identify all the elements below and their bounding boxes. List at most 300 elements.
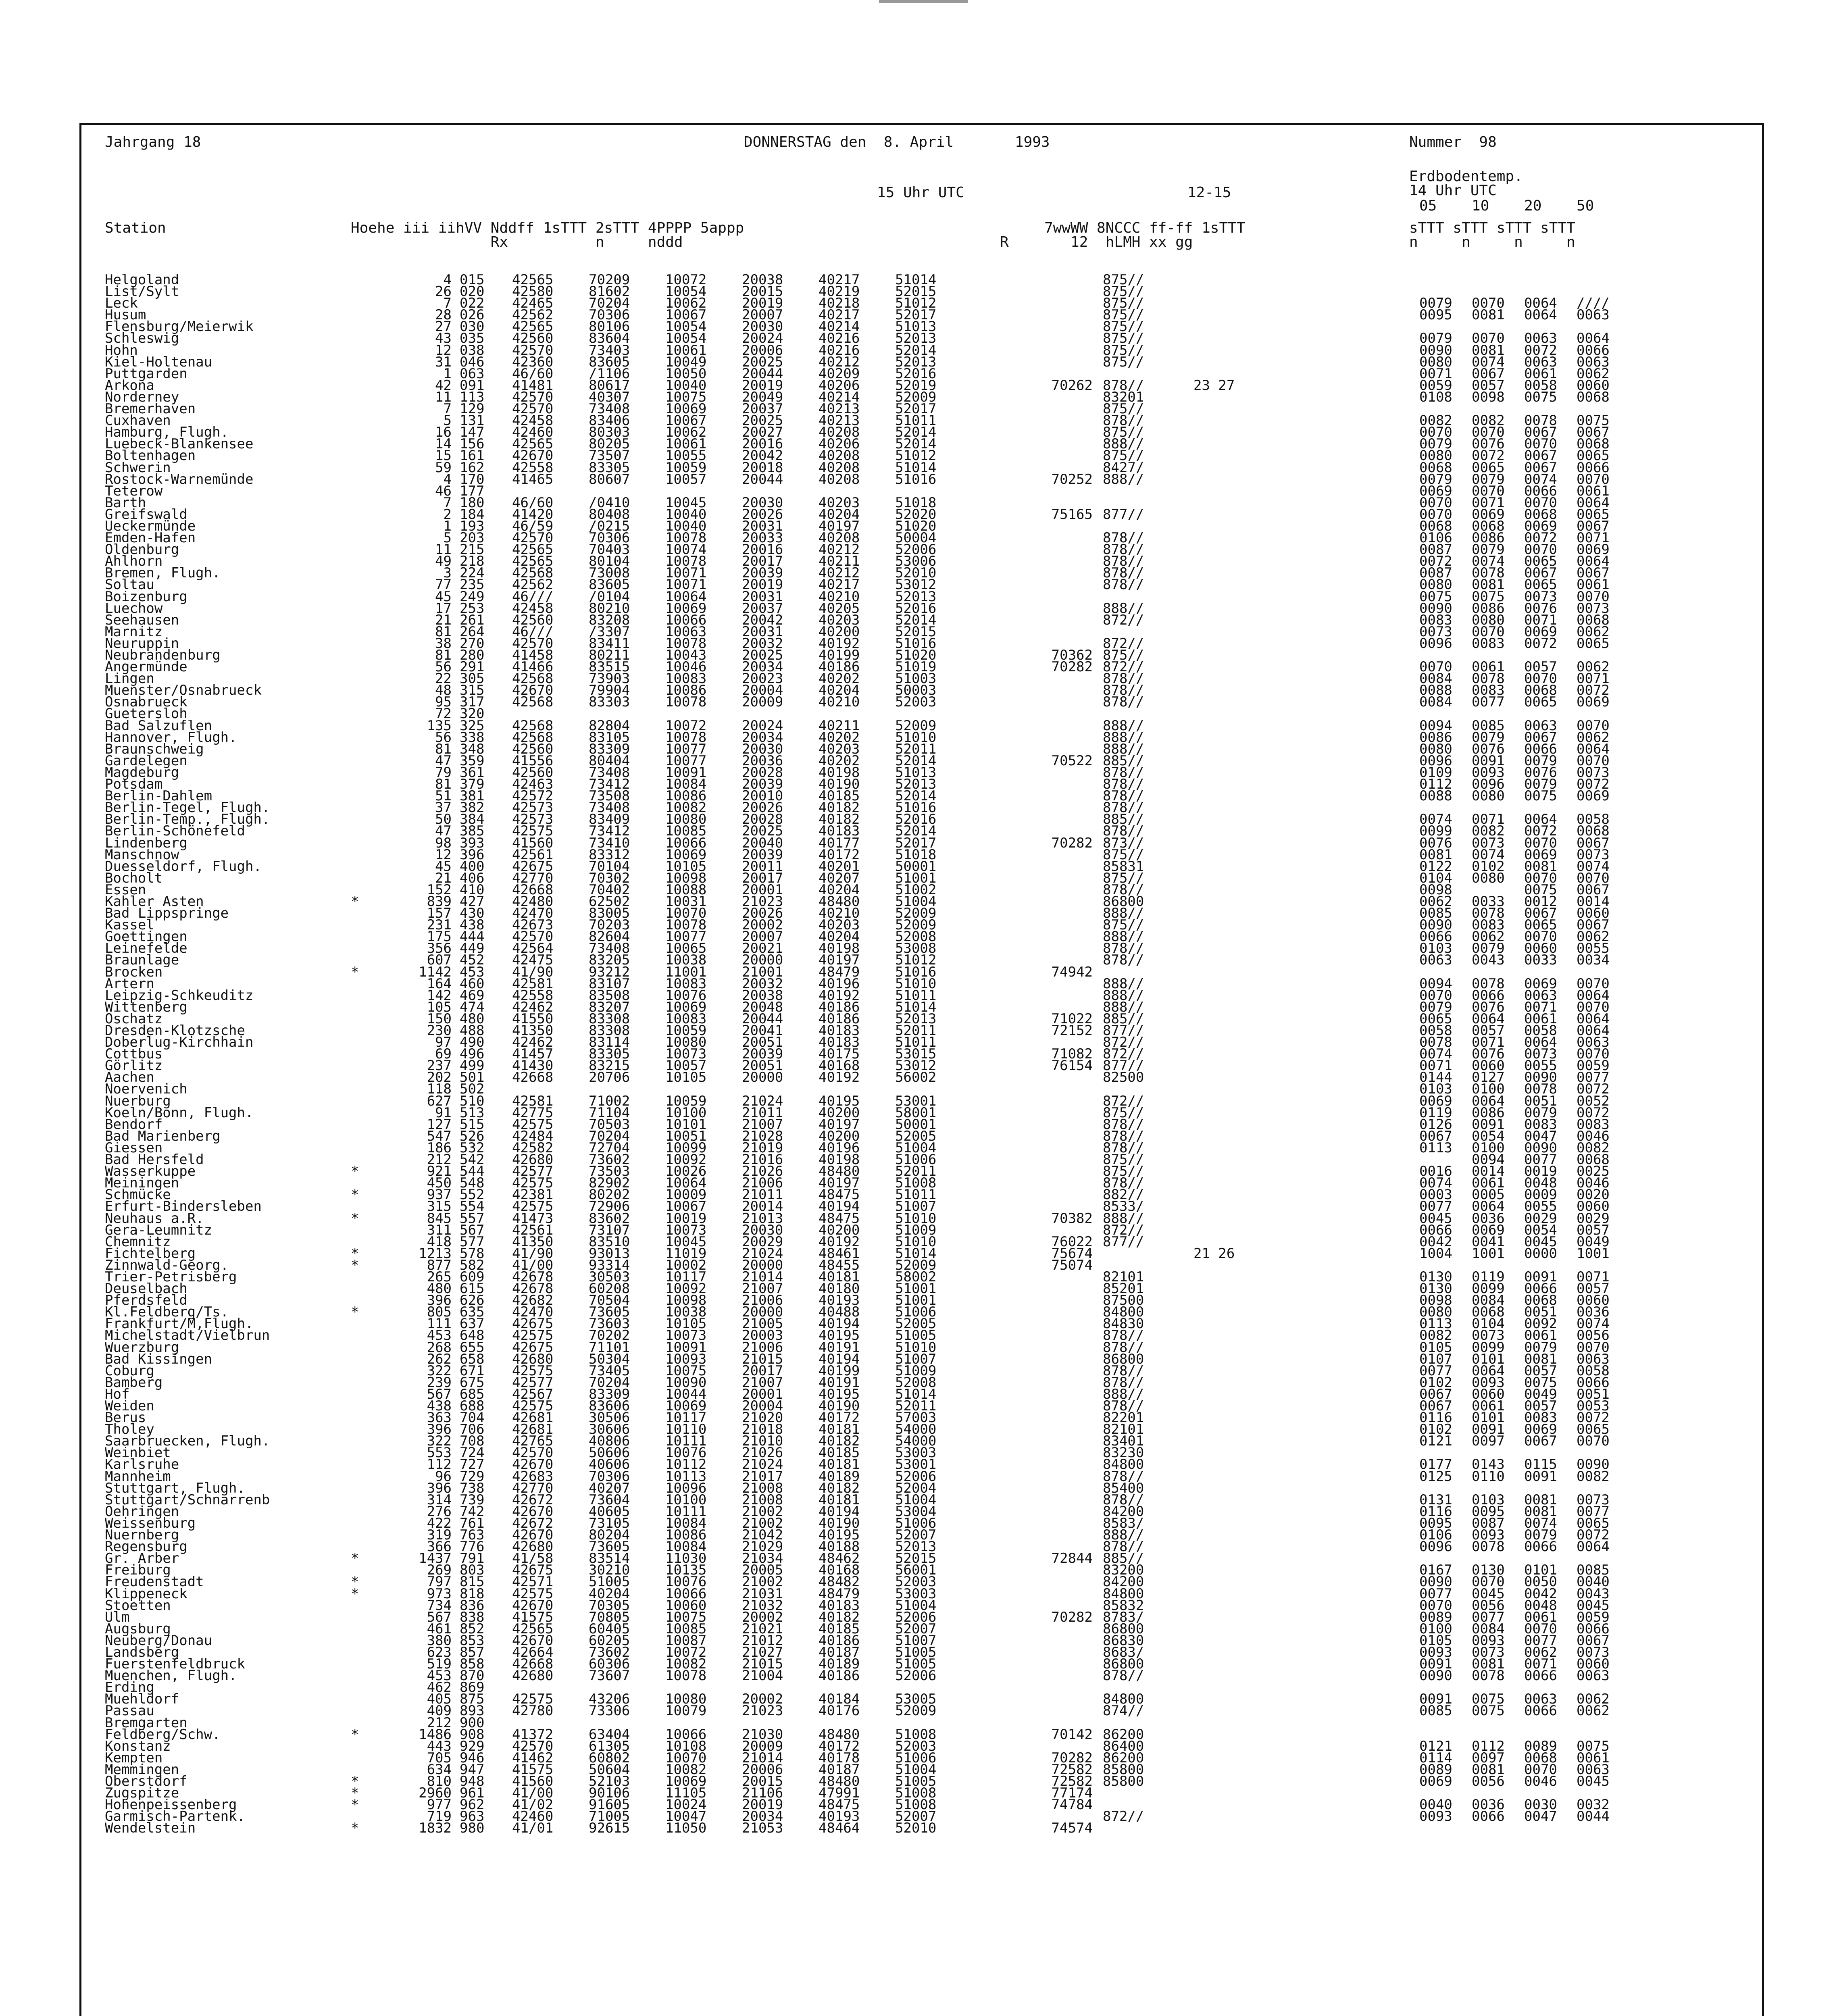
- soil-temp-10cm: 0060: [1472, 1058, 1505, 1074]
- station-name: Koeln/Bonn, Flugh.: [105, 1104, 254, 1121]
- soil-temp-50cm: 0074: [1577, 1316, 1610, 1332]
- weather-group: 76022: [1051, 1233, 1093, 1250]
- wind: 83312: [589, 846, 630, 863]
- soil-temp-50cm: 0069: [1577, 694, 1610, 710]
- cloud-group: 82101: [1103, 1268, 1144, 1285]
- station-height: 81: [435, 623, 452, 640]
- pressure-tendency: 51013: [895, 764, 937, 781]
- mountain-marker: *: [351, 1797, 359, 1813]
- pressure: 40195: [819, 1386, 860, 1402]
- station-height: 45: [435, 858, 452, 875]
- cloud-group: 83230: [1103, 1445, 1144, 1461]
- soil-temp-5cm: 0003: [1419, 1187, 1452, 1203]
- pressure: 40193: [819, 1808, 860, 1825]
- soil-temp-10cm: 0079: [1472, 729, 1505, 746]
- wind: /0104: [589, 588, 630, 605]
- station-name: Regensburg: [105, 1539, 187, 1555]
- pressure-tendency: 51010: [895, 975, 937, 992]
- pressure: 40194: [819, 1316, 860, 1332]
- cloud-group: 878//: [1103, 1539, 1144, 1555]
- soil-temp-10cm: 0064: [1472, 1198, 1505, 1215]
- station-height: 356: [427, 940, 452, 957]
- min-temp: 20037: [742, 401, 783, 417]
- pressure-tendency: 51006: [895, 1749, 937, 1766]
- max-temp: 10063: [665, 623, 707, 640]
- weather-group: 75165: [1051, 506, 1093, 523]
- wind: 70104: [589, 858, 630, 875]
- soil-temp-5cm: 0090: [1419, 1668, 1452, 1684]
- station-index: 427: [460, 893, 485, 910]
- cloud-group: 878//: [1103, 800, 1144, 816]
- cloud-visibility: 41458: [512, 647, 554, 663]
- wind: 93314: [589, 1257, 630, 1273]
- soil-temp-50cm: 0082: [1577, 1139, 1610, 1156]
- soil-temp-50cm: 0063: [1577, 1351, 1610, 1367]
- station-name: Oschatz: [105, 1010, 163, 1027]
- min-temp: 20017: [742, 870, 783, 886]
- pressure: 40185: [819, 1620, 860, 1637]
- station-index: 170: [460, 471, 485, 487]
- cloud-visibility: 42668: [512, 1069, 554, 1086]
- soil-temp-50cm: 0058: [1577, 1362, 1610, 1379]
- station-height: 877: [427, 1257, 452, 1273]
- station-name: Gr. Arber: [105, 1550, 179, 1567]
- wind: 83305: [589, 1046, 630, 1062]
- min-temp: 20016: [742, 541, 783, 558]
- station-name: Muenchen, Flugh.: [105, 1668, 237, 1684]
- soil-temp-5cm: 0095: [1419, 307, 1452, 323]
- wind: 80104: [589, 553, 630, 570]
- cloud-group: 885//: [1103, 811, 1144, 828]
- wind: 73408: [589, 401, 630, 417]
- station-name: Nuerburg: [105, 1093, 171, 1109]
- min-temp: 20009: [742, 694, 783, 710]
- cloud-group: 878//: [1103, 940, 1144, 957]
- min-temp: 20001: [742, 881, 783, 898]
- soil-temp-5cm: 0086: [1419, 729, 1452, 746]
- station-height: 81: [435, 776, 452, 793]
- cloud-visibility: 42568: [512, 729, 554, 746]
- min-temp: 20018: [742, 459, 783, 476]
- station-height: 480: [427, 1281, 452, 1297]
- cloud-visibility: 42770: [512, 870, 554, 886]
- cloud-visibility: 42458: [512, 412, 554, 429]
- pressure-tendency: 51006: [895, 1152, 937, 1168]
- wind: 70504: [589, 1292, 630, 1309]
- soil-temp-5cm: 0105: [1419, 1339, 1452, 1356]
- cloud-visibility: 42765: [512, 1433, 554, 1450]
- pressure: 40214: [819, 319, 860, 335]
- soil-temp-20cm: 0009: [1524, 1187, 1557, 1203]
- cloud-visibility: 42570: [512, 635, 554, 652]
- cloud-visibility: 42381: [512, 1187, 554, 1203]
- cloud-visibility: 42680: [512, 1539, 554, 1555]
- station-index: 836: [460, 1597, 485, 1614]
- soil-temp-20cm: 0081: [1524, 1503, 1557, 1520]
- station-index: 338: [460, 729, 485, 746]
- soil-temp-5cm: 0083: [1419, 612, 1452, 628]
- soil-temp-20cm: 0091: [1524, 1268, 1557, 1285]
- pressure-tendency: 51002: [895, 881, 937, 898]
- station-height: 135: [427, 717, 452, 734]
- station-height: 17: [435, 600, 452, 616]
- soil-temp-10cm: 0098: [1472, 389, 1505, 405]
- station-index: 381: [460, 788, 485, 804]
- pressure-tendency: 52014: [895, 788, 937, 804]
- cloud-group: 885//: [1103, 1010, 1144, 1027]
- table-row: [105, 1773, 1677, 1789]
- station-index: 900: [460, 1714, 485, 1731]
- soil-temp-10cm: 0081: [1472, 1656, 1505, 1672]
- soil-temp-10cm: 0086: [1472, 1104, 1505, 1121]
- soil-temp-20cm: 0065: [1524, 917, 1557, 933]
- min-temp: 20036: [742, 752, 783, 769]
- soil-temp-20cm: 0067: [1524, 424, 1557, 441]
- soil-temp-20cm: 0068: [1524, 1292, 1557, 1309]
- station-name: Kiel-Holtenau: [105, 354, 212, 370]
- pressure: 40210: [819, 905, 860, 922]
- soil-temp-5cm: 0080: [1419, 1304, 1452, 1320]
- min-temp: 20011: [742, 858, 783, 875]
- station-name: Chemnitz: [105, 1233, 171, 1250]
- pressure-tendency: 52009: [895, 717, 937, 734]
- wind: 40204: [589, 1585, 630, 1602]
- cloud-visibility: 42678: [512, 1281, 554, 1297]
- soil-temp-50cm: 0073: [1577, 600, 1610, 616]
- soil-temp-5cm: 0131: [1419, 1491, 1452, 1508]
- soil-temp-10cm: 0079: [1472, 940, 1505, 957]
- pressure-tendency: 54000: [895, 1421, 937, 1438]
- max-temp: 10069: [665, 600, 707, 616]
- wind: 83508: [589, 987, 630, 1004]
- min-temp: 20023: [742, 671, 783, 687]
- cloud-visibility: 42465: [512, 295, 554, 312]
- station-name: Goettingen: [105, 929, 187, 945]
- station-name: Trier-Petrisberg: [105, 1268, 237, 1285]
- pressure-tendency: 52011: [895, 1163, 937, 1180]
- cloud-visibility: 42565: [512, 436, 554, 452]
- station-height: 96: [435, 1468, 452, 1485]
- soil-temp-20cm: 0057: [1524, 659, 1557, 675]
- station-name: Saarbruecken, Flugh.: [105, 1433, 270, 1450]
- station-index: 020: [460, 283, 485, 300]
- weather-group: 70362: [1051, 647, 1093, 663]
- station-index: 947: [460, 1761, 485, 1778]
- soil-temp-20cm: 0072: [1524, 823, 1557, 839]
- soil-temp-20cm: 0078: [1524, 412, 1557, 429]
- cloud-group: 875//: [1103, 1104, 1144, 1121]
- soil-temp-10cm: 0091: [1472, 752, 1505, 769]
- wind: 50604: [589, 1761, 630, 1778]
- soil-temp-50cm: 0075: [1577, 1738, 1610, 1754]
- pressure-tendency: 51016: [895, 964, 937, 980]
- cloud-visibility: 42668: [512, 881, 554, 898]
- pressure: 40180: [819, 1281, 860, 1297]
- pressure: 40190: [819, 1515, 860, 1531]
- station-name: Neuberg/Donau: [105, 1632, 212, 1649]
- pressure: 40189: [819, 1656, 860, 1672]
- weather-group: 75674: [1051, 1245, 1093, 1262]
- soil-temp-5cm: 0089: [1419, 1609, 1452, 1625]
- soil-temp-20cm: 0067: [1524, 729, 1557, 746]
- weather-group: 75074: [1051, 1257, 1093, 1273]
- station-name: Bad Lippspringe: [105, 905, 229, 922]
- cloud-visibility: 41/58: [512, 1550, 554, 1567]
- min-temp: 20010: [742, 788, 783, 804]
- soil-temp-10cm: 0078: [1472, 1539, 1505, 1555]
- station-name: Tholey: [105, 1421, 154, 1438]
- soil-temp-20cm: 0076: [1524, 764, 1557, 781]
- cloud-group: 84800: [1103, 1304, 1144, 1320]
- soil-temp-20cm: 0069: [1524, 623, 1557, 640]
- max-temp: 10038: [665, 1304, 707, 1320]
- cloud-group: 86400: [1103, 1738, 1144, 1754]
- station-name: Angermünde: [105, 659, 187, 675]
- wind: 70402: [589, 881, 630, 898]
- min-temp: 20031: [742, 623, 783, 640]
- soil-temp-20cm: 0066: [1524, 741, 1557, 757]
- cloud-group: 878//: [1103, 1128, 1144, 1144]
- min-temp: 21015: [742, 1351, 783, 1367]
- soil-temp-50cm: 0066: [1577, 1620, 1610, 1637]
- soil-temp-20cm: 0066: [1524, 1668, 1557, 1684]
- min-temp: 20019: [742, 577, 783, 593]
- station-index: 280: [460, 647, 485, 663]
- station-height: 50: [435, 811, 452, 828]
- cloud-visibility: 42570: [512, 1738, 554, 1754]
- pressure-tendency: 57003: [895, 1410, 937, 1426]
- station-height: 14: [435, 436, 452, 452]
- station-height: 175: [427, 929, 452, 945]
- wind: 70202: [589, 1327, 630, 1344]
- station-index: 688: [460, 1398, 485, 1414]
- station-index: 091: [460, 377, 485, 394]
- station-index: 490: [460, 1034, 485, 1051]
- station-name: Lingen: [105, 671, 154, 687]
- soil-temp-10cm: 0078: [1472, 1668, 1505, 1684]
- wind: 83207: [589, 999, 630, 1015]
- soil-temp-10cm: 0097: [1472, 1433, 1505, 1450]
- soil-temp-50cm: 0062: [1577, 1703, 1610, 1719]
- pressure-tendency: 53012: [895, 577, 937, 593]
- soil-temp-5cm: 0066: [1419, 1222, 1452, 1238]
- pressure-tendency: 52013: [895, 1010, 937, 1027]
- station-index: 609: [460, 1268, 485, 1285]
- soil-temp-5cm: 0089: [1419, 1761, 1452, 1778]
- wind: 71101: [589, 1339, 630, 1356]
- wind: 43206: [589, 1691, 630, 1708]
- min-temp: 20024: [742, 717, 783, 734]
- soil-temp-50cm: 0064: [1577, 330, 1610, 347]
- wind: 80210: [589, 600, 630, 616]
- station-index: 438: [460, 917, 485, 933]
- pressure-tendency: 52009: [895, 389, 937, 405]
- max-temp: 10026: [665, 1163, 707, 1180]
- soil-temp-50cm: 0025: [1577, 1163, 1610, 1180]
- cloud-group: 8427/: [1103, 459, 1144, 476]
- pressure-tendency: 51010: [895, 1339, 937, 1356]
- soil-temp-10cm: 0045: [1472, 1585, 1505, 1602]
- pressure-tendency: 52014: [895, 823, 937, 839]
- station-height: 921: [427, 1163, 452, 1180]
- soil-temp-5cm: 0098: [1419, 881, 1452, 898]
- station-height: 98: [435, 835, 452, 851]
- pressure: 40212: [819, 565, 860, 581]
- soil-temp-5cm: 0095: [1419, 1515, 1452, 1531]
- soil-temp-50cm: 0070: [1577, 717, 1610, 734]
- cloud-group: 83401: [1103, 1433, 1144, 1450]
- soil-temp-10cm: 0069: [1472, 1222, 1505, 1238]
- station-height: 409: [427, 1703, 452, 1719]
- max-temp: 10092: [665, 1152, 707, 1168]
- soil-temp-50cm: 0067: [1577, 518, 1610, 534]
- soil-temp-10cm: 0067: [1472, 365, 1505, 382]
- soil-temp-20cm: 0075: [1524, 389, 1557, 405]
- pressure-tendency: 51004: [895, 1597, 937, 1614]
- soil-temp-50cm: 0069: [1577, 541, 1610, 558]
- soil-temp-20cm: 0061: [1524, 1609, 1557, 1625]
- max-temp: 10098: [665, 870, 707, 886]
- pressure: 40207: [819, 870, 860, 886]
- min-temp: 20037: [742, 600, 783, 616]
- max-temp: 10072: [665, 717, 707, 734]
- soil-temp-5cm: 0090: [1419, 342, 1452, 358]
- pressure-tendency: 51005: [895, 1327, 937, 1344]
- soil-temp-5cm: 0069: [1419, 1093, 1452, 1109]
- station-index: 815: [460, 1574, 485, 1590]
- cloud-visibility: 42673: [512, 917, 554, 933]
- soil-temp-5cm: 0070: [1419, 1597, 1452, 1614]
- soil-temp-5cm: 0103: [1419, 1081, 1452, 1098]
- max-temp: 10054: [665, 283, 707, 300]
- station-name: Dresden-Klotzsche: [105, 1023, 245, 1039]
- max-temp: 10085: [665, 1620, 707, 1637]
- pressure: 40488: [819, 1304, 860, 1320]
- wind: 80211: [589, 647, 630, 663]
- soil-temp-50cm: 0064: [1577, 1539, 1610, 1555]
- soil-temp-50cm: 0085: [1577, 1562, 1610, 1579]
- station-index: 218: [460, 553, 485, 570]
- pressure-tendency: 51016: [895, 800, 937, 816]
- soil-temp-10cm: 0081: [1472, 342, 1505, 358]
- max-temp: 10100: [665, 1104, 707, 1121]
- soil-temp-5cm: 0107: [1419, 1351, 1452, 1367]
- pressure: 40203: [819, 917, 860, 933]
- soil-temp-50cm: 0029: [1577, 1210, 1610, 1227]
- cloud-group: 875//: [1103, 295, 1144, 312]
- max-temp: 10112: [665, 1456, 707, 1473]
- pressure-tendency: 50001: [895, 1116, 937, 1133]
- station-height: 1: [443, 365, 452, 382]
- soil-temp-5cm: 0088: [1419, 682, 1452, 699]
- cloud-visibility: 42675: [512, 1339, 554, 1356]
- station-name: Karlsruhe: [105, 1456, 179, 1473]
- cloud-group: 878//: [1103, 776, 1144, 793]
- weather-group: 70282: [1051, 1749, 1093, 1766]
- wind: 83107: [589, 975, 630, 992]
- max-temp: 10105: [665, 858, 707, 875]
- soil-temp-50cm: 0034: [1577, 952, 1610, 968]
- max-temp: 10072: [665, 272, 707, 288]
- station-index: 818: [460, 1585, 485, 1602]
- soil-temp-20cm: 0072: [1524, 635, 1557, 652]
- station-name: Braunschweig: [105, 741, 204, 757]
- pressure-tendency: 52016: [895, 600, 937, 616]
- max-temp: 10082: [665, 800, 707, 816]
- pressure-tendency: 51010: [895, 1210, 937, 1227]
- min-temp: 20032: [742, 975, 783, 992]
- min-temp: 20028: [742, 764, 783, 781]
- soil-temp-5cm: 0167: [1419, 1562, 1452, 1579]
- station-name: Pferdsfeld: [105, 1292, 187, 1309]
- station-name: Magdeburg: [105, 764, 179, 781]
- soil-temp-5cm: 0121: [1419, 1433, 1452, 1450]
- pressure: 40176: [819, 1703, 860, 1719]
- max-temp: 10064: [665, 1175, 707, 1191]
- soil-temp-20cm: 0069: [1524, 975, 1557, 992]
- min-temp: 20003: [742, 1327, 783, 1344]
- wind: 80617: [589, 377, 630, 394]
- max-temp: 10073: [665, 1222, 707, 1238]
- soil-temp-20cm: 0074: [1524, 1515, 1557, 1531]
- soil-temp-50cm: 0066: [1577, 459, 1610, 476]
- wind: 70503: [589, 1116, 630, 1133]
- soil-temp-10cm: 0069: [1472, 506, 1505, 523]
- pressure: 40194: [819, 1503, 860, 1520]
- station-index: 315: [460, 682, 485, 699]
- pressure-tendency: 51011: [895, 987, 937, 1004]
- min-temp: 21016: [742, 1152, 783, 1168]
- pressure: 40208: [819, 448, 860, 464]
- soil-temp-5cm: 0059: [1419, 377, 1452, 394]
- soil-temp-50cm: 0067: [1577, 917, 1610, 933]
- soil-temp-5cm: 0126: [1419, 1116, 1452, 1133]
- soil-temp-20cm: 0050: [1524, 1574, 1557, 1590]
- pressure: 40194: [819, 1351, 860, 1367]
- soil-temp-20cm: 0063: [1524, 354, 1557, 370]
- soil-temp-5cm: 0080: [1419, 741, 1452, 757]
- wind: 50606: [589, 1445, 630, 1461]
- cloud-visibility: 42664: [512, 1644, 554, 1660]
- cloud-visibility: 42570: [512, 342, 554, 358]
- wind: 73603: [589, 1316, 630, 1332]
- station-index: 742: [460, 1503, 485, 1520]
- pressure-tendency: 53005: [895, 1691, 937, 1708]
- min-temp: 20049: [742, 389, 783, 405]
- station-index: 026: [460, 307, 485, 323]
- min-temp: 21026: [742, 1163, 783, 1180]
- station-height: 5: [443, 412, 452, 429]
- cloud-group: 878//: [1103, 694, 1144, 710]
- soil-temp-5cm: 0106: [1419, 530, 1452, 546]
- pressure-tendency: 53008: [895, 940, 937, 957]
- min-temp: 21002: [742, 1515, 783, 1531]
- soil-temp-10cm: 0095: [1472, 1503, 1505, 1520]
- soil-temp-10cm: 0073: [1472, 835, 1505, 851]
- station-index: 499: [460, 1058, 485, 1074]
- station-name: Neuhaus a.R.: [105, 1210, 204, 1227]
- max-temp: 10043: [665, 647, 707, 663]
- soil-temp-10cm: 0094: [1472, 1152, 1505, 1168]
- soil-temp-10cm: 0091: [1472, 1116, 1505, 1133]
- station-index: 444: [460, 929, 485, 945]
- cloud-group: 872//: [1103, 1046, 1144, 1062]
- pressure: 40202: [819, 729, 860, 746]
- station-index: 396: [460, 846, 485, 863]
- station-index: 177: [460, 483, 485, 499]
- soil-temp-10cm: 0085: [1472, 717, 1505, 734]
- wind: /3307: [589, 623, 630, 640]
